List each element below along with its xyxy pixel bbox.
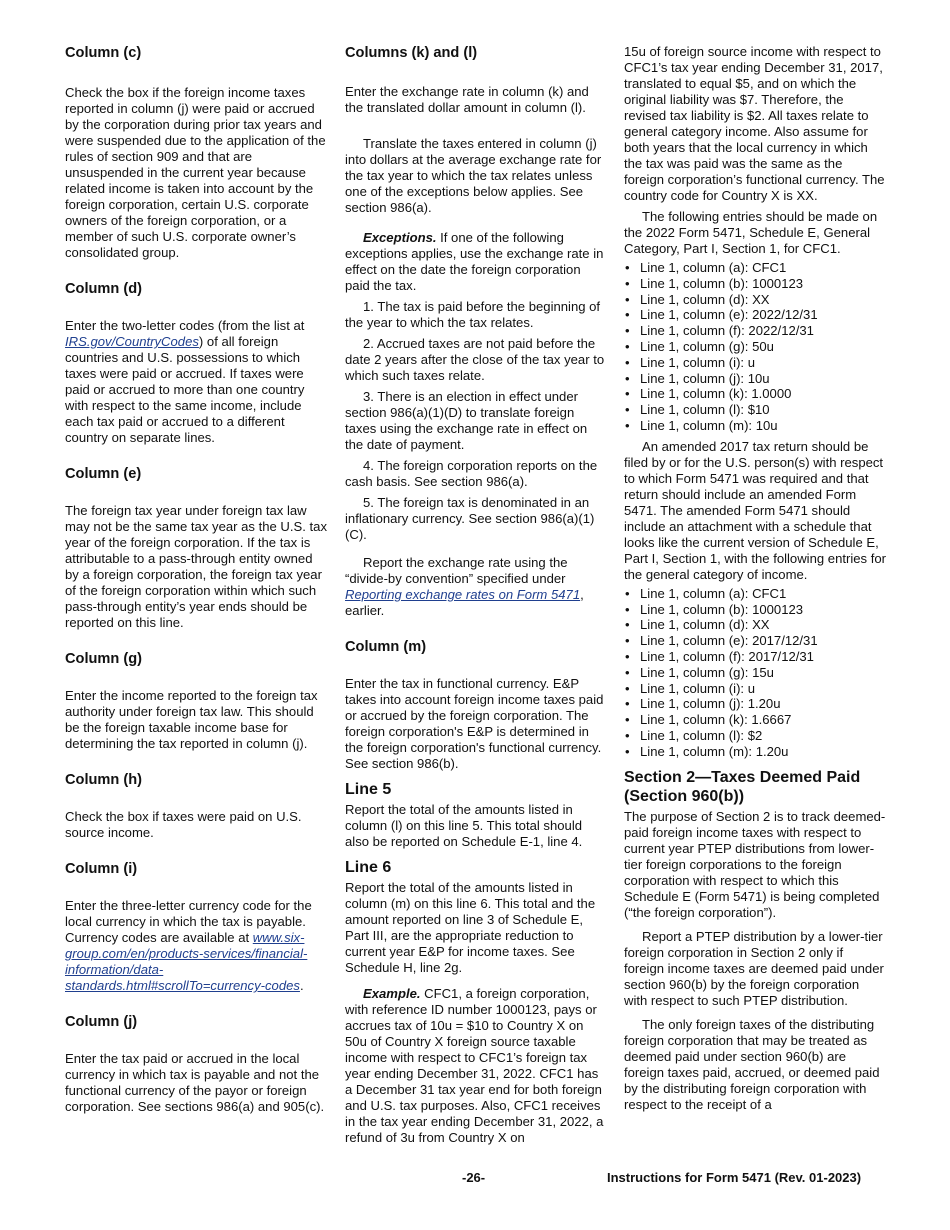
column-d-heading: Column (d)	[65, 281, 143, 297]
list-item: • Line 1, column (j): 10u	[624, 371, 886, 387]
line-5-text: Report the total of the amounts listed in column (l) on this line 5. This total should also be reported on Schedule E-1, line 4.	[345, 802, 583, 849]
list-item: • Line 1, column (d): XX	[624, 617, 886, 633]
document-title: Instructions for Form 5471 (Rev. 01-2023)	[607, 1170, 862, 1185]
translate-text: Translate the taxes entered in column (j) into dollars at the average exchange rate for the tax year to which the tax relates unless one of the exceptions below applies. See section 986(a).	[345, 136, 602, 215]
section-2-heading: Section 2—Taxes Deemed Paid (Section 960(b))	[624, 768, 861, 805]
following-entries-text: The following entries should be made on the 2022 Form 5471, Schedule E, General Category, Part I, Section 1, for CFC1.	[624, 209, 878, 256]
column-c-heading: Column (c)	[65, 45, 142, 61]
list-item: • Line 1, column (e): 2022/12/31	[624, 307, 886, 323]
list-item: • Line 1, column (b): 1000123	[624, 276, 886, 292]
section-2-report-text: Report a PTEP distribution by a lower-tier foreign corporation in Section 2 only if foreign income taxes are deemed paid under section 960(b) by the foreign corporation with respect to such PTEP distribution.	[624, 928, 884, 1008]
exception-item: 1. The tax is paid before the beginning of the year to which the tax relates.	[345, 299, 601, 330]
column-i-heading: Column (i)	[65, 861, 138, 877]
reporting-exchange-rates-link[interactable]: Reporting exchange rates on Form 5471	[345, 587, 581, 602]
section-2-purpose-text: The purpose of Section 2 is to track deemed-paid foreign income taxes with respect to current year PTEP distributions from lower-tier foreign corporations to the foreign corporation with respect to which this Schedule E (Form 5471) is being completed (“the foreign corporation”).	[624, 808, 886, 920]
column-h-heading: Column (h)	[65, 772, 143, 788]
column-g-heading: Column (g)	[65, 651, 143, 667]
list-item: • Line 1, column (b): 1000123	[624, 602, 886, 618]
line-6-heading: Line 6	[345, 859, 392, 876]
column-j-heading: Column (j)	[65, 1014, 138, 1030]
column-h-text: Check the box if taxes were paid on U.S. source income.	[65, 809, 302, 840]
column-g-text: Enter the income reported to the foreign tax authority under foreign tax law. This should be the foreign taxable income base for determining the tax reported in column (j).	[65, 688, 318, 751]
right-column	[624, 44, 886, 1113]
list-item: • Line 1, column (g): 15u	[624, 665, 886, 681]
list-item: • Line 1, column (k): 1.0000	[624, 386, 886, 402]
left-column	[65, 38, 327, 1115]
list-item: • Line 1, column (d): XX	[624, 292, 886, 308]
country-codes-link[interactable]: IRS.gov/CountryCodes	[65, 334, 199, 349]
list-item: • Line 1, column (m): 10u	[624, 418, 886, 434]
exception-item: 4. The foreign corporation reports on the cash basis. See section 986(a).	[345, 458, 598, 489]
exception-item: 3. There is an election in effect under section 986(a)(1)(D) to translate foreign taxes using the exchange rate in effect on the date of payment.	[345, 389, 588, 452]
list-item: • Line 1, column (l): $2	[624, 728, 886, 744]
exceptions-list	[345, 299, 607, 543]
list-item: • Line 1, column (a): CFC1	[624, 260, 886, 276]
section-2-foreign-taxes-text: The only foreign taxes of the distributing foreign corporation that may be treated as deemed paid under section 960(b) are foreign taxes paid, accrued, or deemed paid by the distributing foreign corporation with respect to the receipt of a	[624, 1016, 880, 1112]
list-item: • Line 1, column (e): 2017/12/31	[624, 633, 886, 649]
example-continued-text: 15u of foreign source income with respect to CFC1’s tax year ending December 31, 2017, translated to equal $5, and on which the original liability was $7. Therefore, the revised tax liability is $2. All taxes relate to general category income. Also assume for both years that the local currency in which the tax was paid was the same as the foreign corporation’s functional currency. The country code for Country X is XX.	[624, 44, 885, 203]
amended-return-text: An amended 2017 tax return should be filed by or for the U.S. person(s) with respect to which Form 5471 was required and that return should include an amended Form 5471. The amended Form 5471 should include an attachment with a schedule that looks like the current version of Schedule E, Part I, Section 1, with the following entries for the general category of income.	[624, 438, 887, 582]
exception-item: 5. The foreign tax is denominated in an inflationary currency. See section 986(a)(1)(C).	[345, 495, 595, 542]
entries-list-2017	[624, 586, 886, 760]
column-e-text: The foreign tax year under foreign tax law may not be the same tax year as the U.S. tax year of the foreign corporation. If the tax is attributable to a pass-through entity owned by a foreign corporation, the foreign tax year of the foreign corporation within which such pass-through entity’s year ends should be reported on this line.	[65, 503, 328, 630]
line-5-heading: Line 5	[345, 781, 392, 798]
middle-column	[345, 38, 607, 1146]
exception-item: 2. Accrued taxes are not paid before the date 2 years after the close of the tax year to which such taxes relate.	[345, 336, 605, 383]
column-d-text: Enter the two-letter codes (from the list at IRS.gov/CountryCodes) of all foreign countries and U.S. possessions to which taxes were paid or accrued. If taxes were paid or accrued to more than one country with respect to the same income, include each tax paid or accrued to a different country on separate lines.	[65, 318, 305, 445]
column-m-heading: Column (m)	[345, 639, 427, 655]
list-item: • Line 1, column (m): 1.20u	[624, 744, 886, 760]
list-item: • Line 1, column (i): u	[624, 355, 886, 371]
list-item: • Line 1, column (i): u	[624, 681, 886, 697]
list-item: • Line 1, column (a): CFC1	[624, 586, 886, 602]
report-exchange-text: Report the exchange rate using the “divide-by convention” specified under Reporting exchange rates on Form 5471, earlier.	[345, 555, 584, 618]
column-m-text: Enter the tax in functional currency. E&P takes into account foreign income taxes paid or accrued by the foreign corporation. The foreign corporation's E&P is determined in the foreign corporation's functional currency. See section 986(b).	[345, 676, 604, 771]
list-item: • Line 1, column (k): 1.6667	[624, 712, 886, 728]
example-text: Example. CFC1, a foreign corporation, with reference ID number 1000123, pays or accrues tax of 10u = $10 to Country X on 50u of Country X foreign source taxable income with respect to CFC1’s foreign tax year ending December 31, 2022. CFC1 has a December 31 tax year end for both foreign and U.S. tax purposes. Also, CFC1 receives in the tax year ending December 31, 2022, a refund of 3u from Country X on	[345, 986, 604, 1145]
list-item: • Line 1, column (j): 1.20u	[624, 696, 886, 712]
entries-list-2022	[624, 260, 886, 434]
list-item: • Line 1, column (l): $10	[624, 402, 886, 418]
columns-k-l-heading: Columns (k) and (l)	[345, 45, 478, 61]
list-item: • Line 1, column (f): 2017/12/31	[624, 649, 886, 665]
currency-codes-link[interactable]: www.six-group.com/en/products-services/financial-information/data-standards.html#scrollTo=currency-codes	[65, 930, 308, 993]
columns-k-l-text: Enter the exchange rate in column (k) and the translated dollar amount in column (l).	[345, 84, 589, 115]
column-c-text: Check the box if the foreign income taxes reported in column (j) were paid or accrued by the corporation during prior tax years and were suspended due to the application of the rules of section 909 and that are unsuspended in the current year because related income is taken into account by the foreign corporation, certain U.S. corporate owners of the foreign corporation, or a member of such U.S. corporate owner’s consolidated group.	[65, 85, 326, 260]
list-item: • Line 1, column (g): 50u	[624, 339, 886, 355]
column-e-heading: Column (e)	[65, 466, 142, 482]
list-item: • Line 1, column (f): 2022/12/31	[624, 323, 886, 339]
exceptions-text: Exceptions. If one of the following exceptions applies, use the exchange rate in effect on the date the foreign corporation paid the tax.	[345, 230, 604, 293]
page-number: -26-	[462, 1170, 486, 1185]
line-6-text: Report the total of the amounts listed in column (m) on this line 6. This total and the amount reported on line 3 of Schedule E, Part III, are the appropriate reduction to current year E&P for income taxes. See Schedule H, line 2g.	[345, 880, 596, 975]
column-j-text: Enter the tax paid or accrued in the local currency in which tax is payable and not the functional currency of the payor or foreign corporation. See sections 986(a) and 905(c).	[65, 1051, 325, 1114]
column-i-text: Enter the three-letter currency code for the local currency in which the tax is payable. Currency codes are available at www.six-group.com/en/products-services/financial-information/data-standards.html#scrollTo=currency-codes.	[65, 898, 312, 993]
